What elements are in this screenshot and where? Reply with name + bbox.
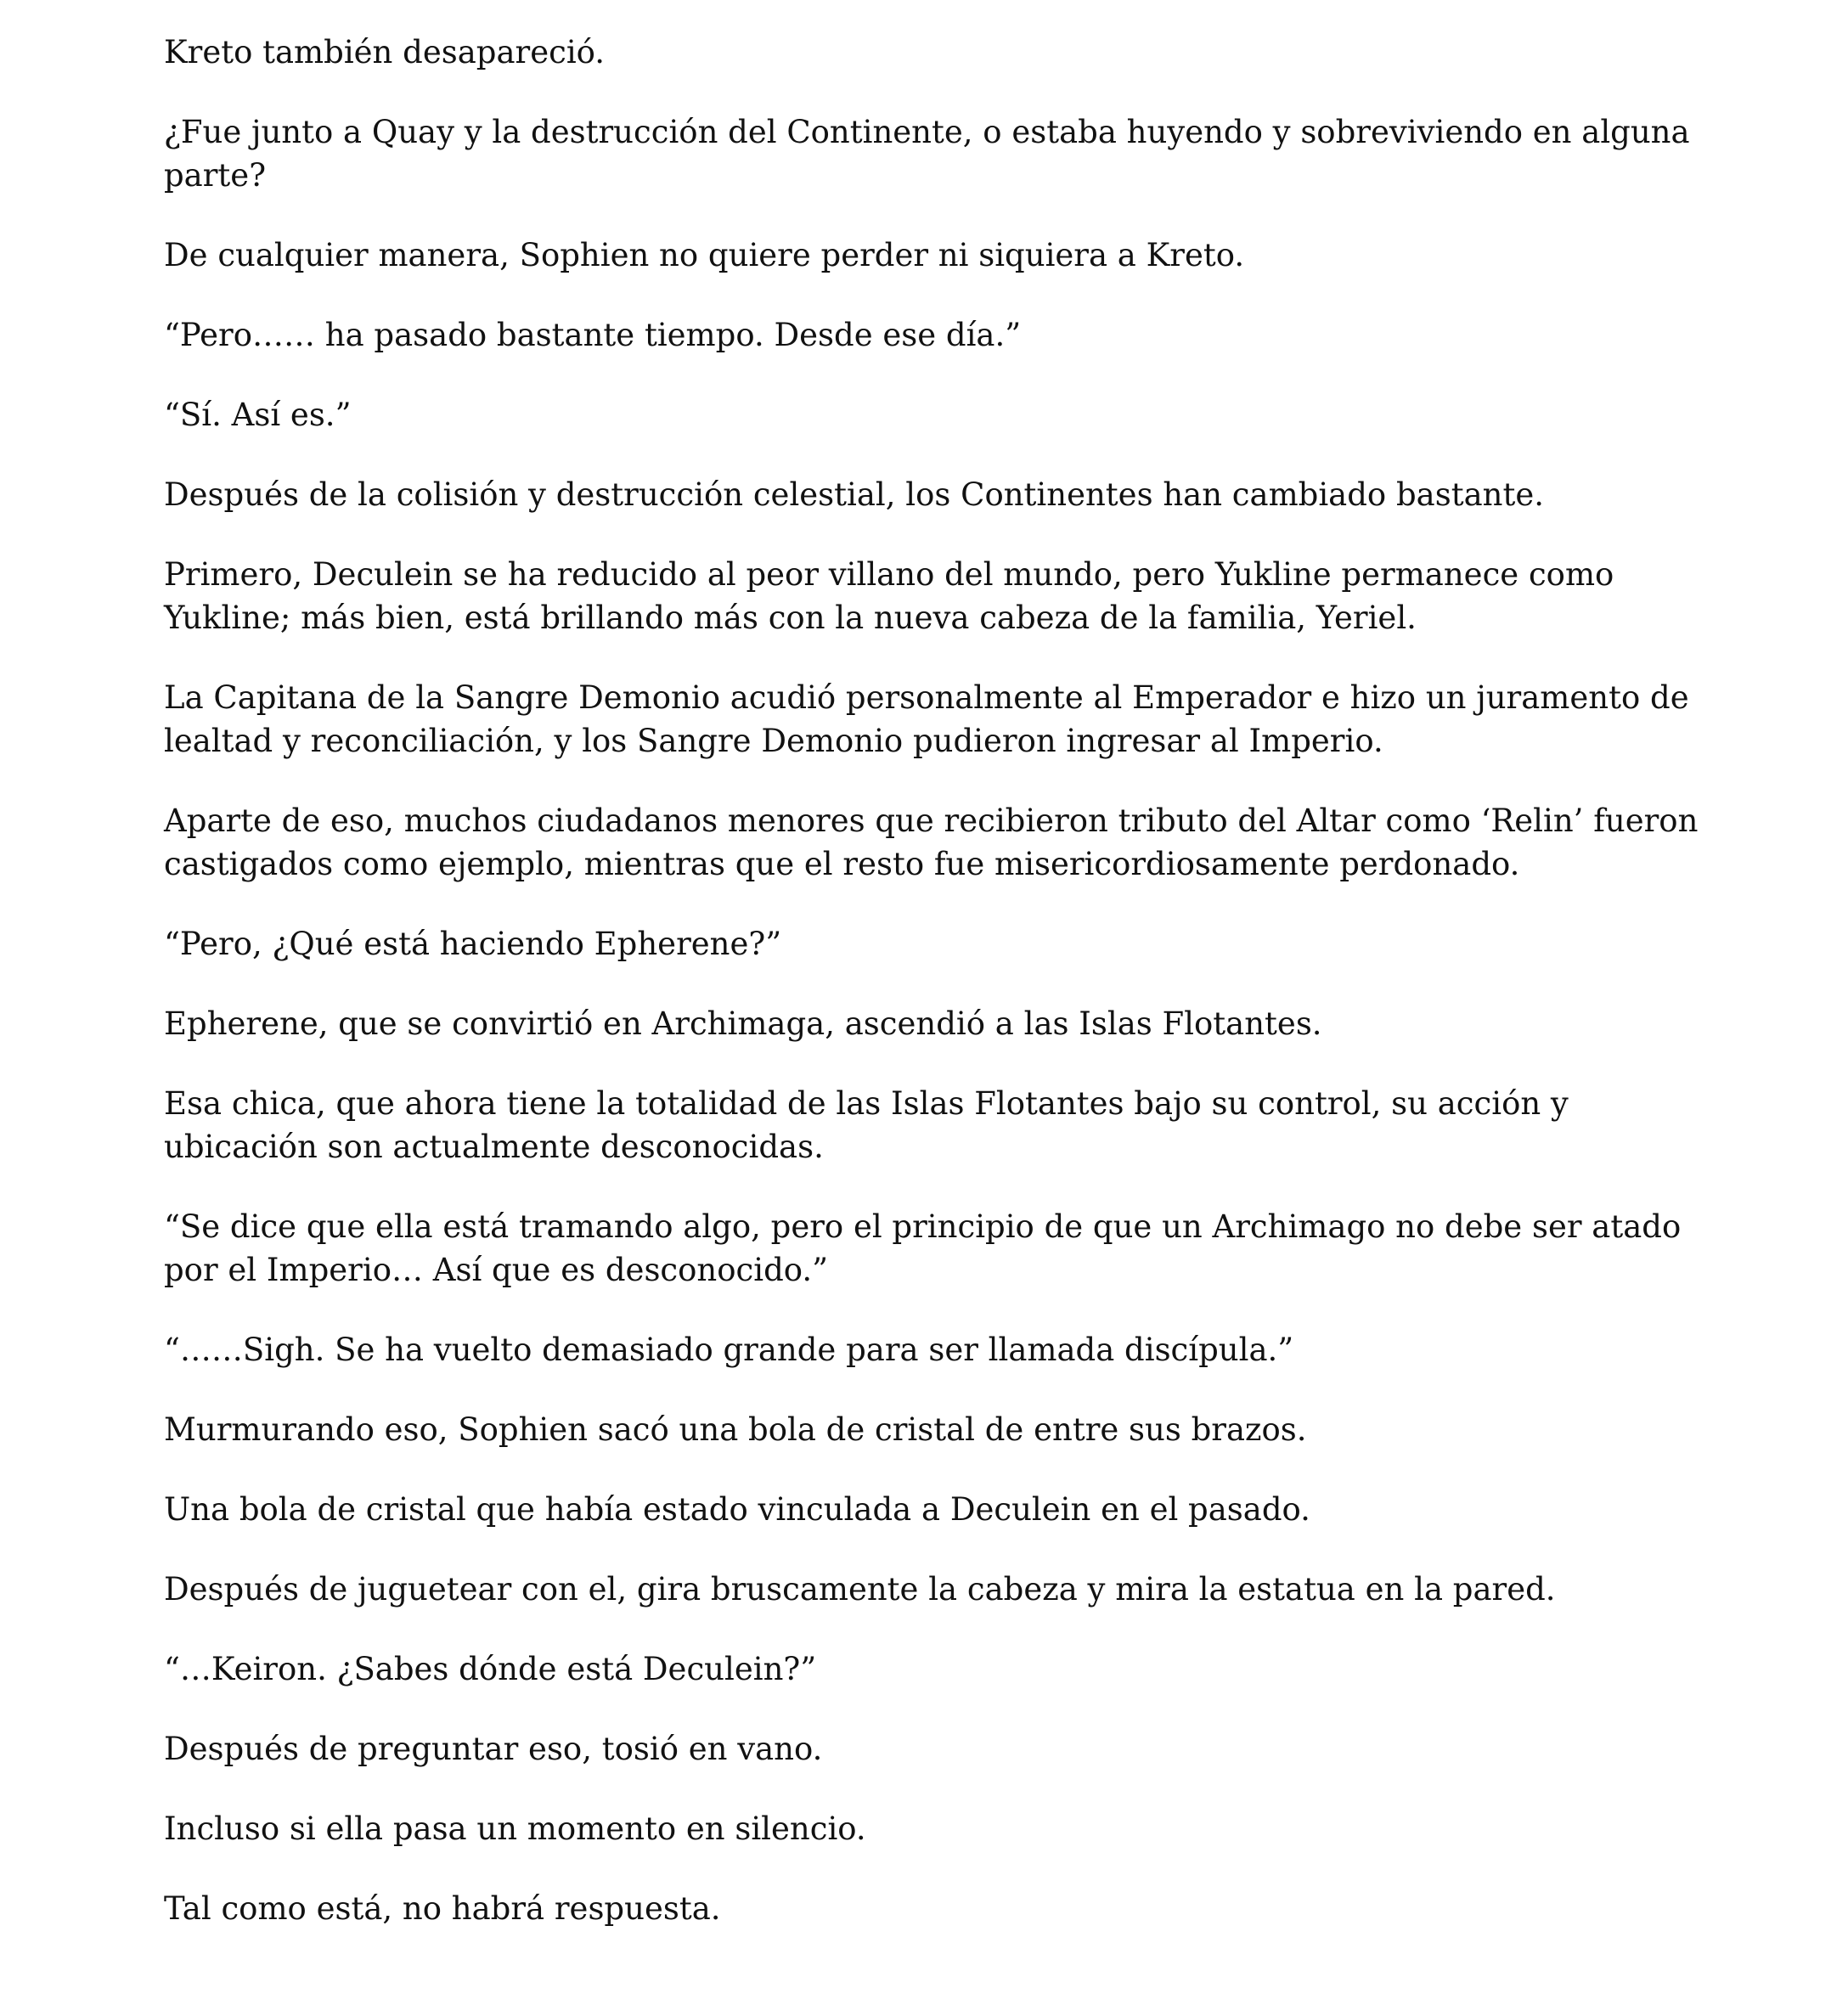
paragraph: “Pero, ¿Qué está haciendo Epherene?”	[164, 926, 782, 962]
paragraph: De cualquier manera, Sophien no quiere perder ni siquiera a Kreto.	[164, 237, 1245, 273]
paragraph: Aparte de eso, muchos ciudadanos menores que recibieron tributo del Altar como ‘Relin’ fueron castigados como ejemplo, mientras que el resto fue misericordiosamente perdonado.	[164, 802, 1699, 882]
paragraph: Epherene, que se convirtió en Archimaga, ascendió a las Islas Flotantes.	[164, 1005, 1322, 1042]
paragraph: Kreto también desapareció.	[164, 34, 606, 70]
paragraph: “……Sigh. Se ha vuelto demasiado grande para ser llamada discípula.”	[164, 1332, 1294, 1368]
paragraph: Después de juguetear con el, gira bruscamente la cabeza y mira la estatua en la pared.	[164, 1571, 1556, 1608]
paragraph: Esa chica, que ahora tiene la totalidad de las Islas Flotantes bajo su control, su acción y ubicación son actualmente desconocidas.	[164, 1085, 1569, 1165]
paragraph: “Pero…… ha pasado bastante tiempo. Desde ese día.”	[164, 317, 1022, 353]
paragraph: Murmurando eso, Sophien sacó una bola de cristal de entre sus brazos.	[164, 1411, 1307, 1448]
paragraph: “…Keiron. ¿Sabes dónde está Deculein?”	[164, 1651, 817, 1687]
paragraph: Incluso si ella pasa un momento en silencio.	[164, 1810, 866, 1847]
paragraph: Tal como está, no habrá respuesta.	[164, 1890, 721, 1927]
paragraph: Primero, Deculein se ha reducido al peor villano del mundo, pero Yukline permanece como Yukline; más bien, está brillando más con la nueva cabeza de la familia, Yeriel.	[164, 556, 1614, 636]
paragraph: La Capitana de la Sangre Demonio acudió personalmente al Emperador e hizo un juramento de lealtad y reconciliación, y los Sangre Demonio pudieron ingresar al Imperio.	[164, 679, 1689, 759]
paragraph: Una bola de cristal que había estado vinculada a Deculein en el pasado.	[164, 1491, 1310, 1528]
paragraph: Después de preguntar eso, tosió en vano.	[164, 1731, 823, 1767]
paragraph: “Sí. Así es.”	[164, 397, 352, 433]
paragraph: Después de la colisión y destrucción celestial, los Continentes han cambiado bastante.	[164, 476, 1544, 513]
document-body	[164, 31, 1718, 1967]
paragraph: “Se dice que ella está tramando algo, pero el principio de que un Archimago no debe ser atado por el Imperio… Así que es desconocido.”	[164, 1208, 1682, 1288]
paragraph: ¿Fue junto a Quay y la destrucción del Continente, o estaba huyendo y sobreviviendo en alguna parte?	[164, 114, 1690, 194]
